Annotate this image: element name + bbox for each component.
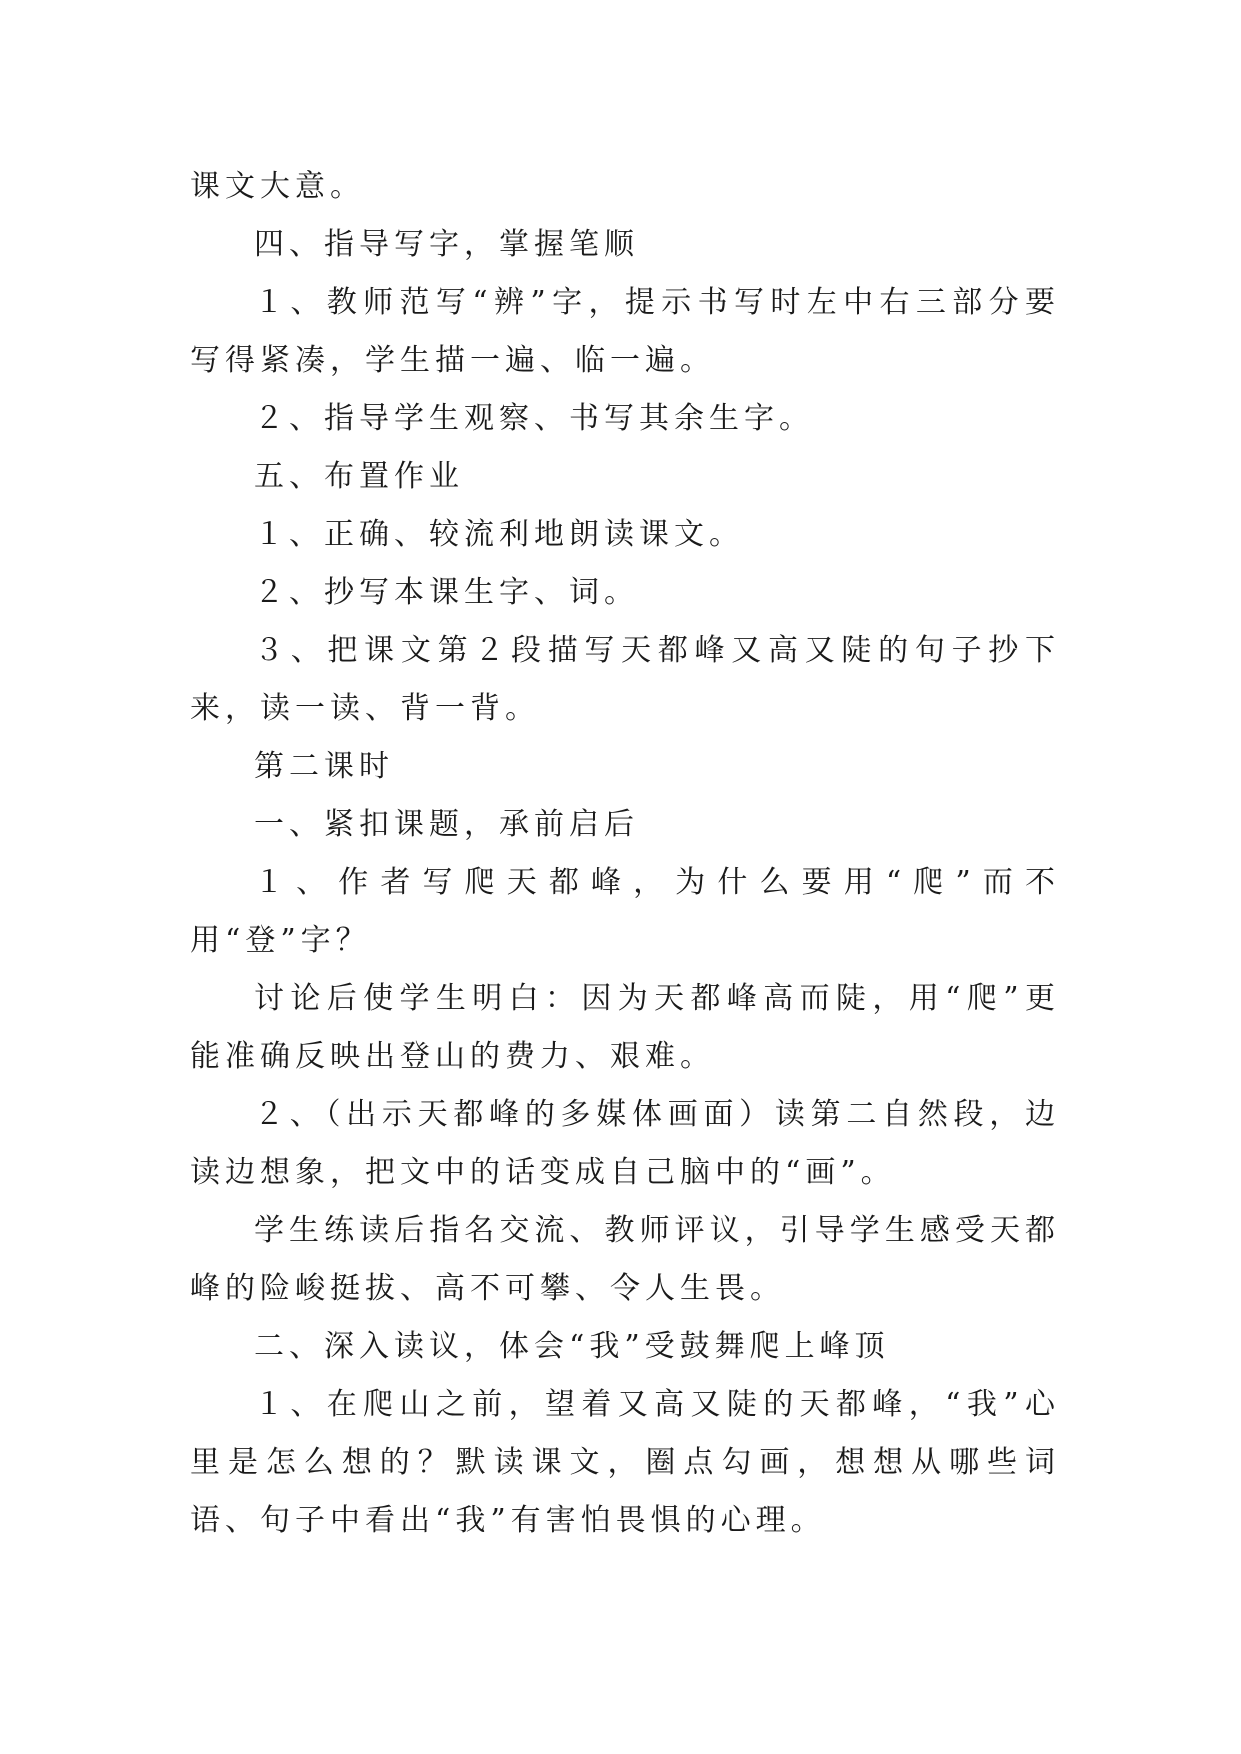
paragraph-item: １、作者写爬天都峰，为什么要用“爬”而不用“登”字？: [190, 865, 1060, 958]
section-heading-5: 五、布置作业: [254, 459, 464, 494]
paragraph-item: ２、指导学生观察、书写其余生字。: [254, 401, 814, 436]
paragraph-body: 讨论后使学生明白：因为天都峰高而陡，用“爬”更能准确反映出登山的费力、艰难。: [190, 981, 1060, 1074]
paragraph-body: 学生练读后指名交流、教师评议，引导学生感受天都峰的险峻挺拔、高不可攀、令人生畏。: [190, 1213, 1060, 1306]
paragraph-item: １、教师范写“辨”字，提示书写时左中右三部分要写得紧凑，学生描一遍、临一遍。: [190, 285, 1060, 378]
section-heading-4: 四、指导写字，掌握笔顺: [254, 227, 639, 262]
paragraph-item: ３、把课文第２段描写天都峰又高又陡的句子抄下来，读一读、背一背。: [190, 633, 1060, 726]
section-heading-2: 二、深入读议，体会“我”受鼓舞爬上峰顶: [254, 1329, 890, 1364]
section-heading-1: 一、紧扣课题，承前启后: [254, 807, 639, 842]
document-page: [190, 158, 1060, 1550]
lesson-heading: 第二课时: [254, 749, 394, 784]
paragraph-item: ２、抄写本课生字、词。: [254, 575, 639, 610]
paragraph-item: １、正确、较流利地朗读课文。: [254, 517, 744, 552]
paragraph-item: １、在爬山之前，望着又高又陡的天都峰，“我”心里是怎么想的？默读课文，圈点勾画，想想从哪些词语、句子中看出“我”有害怕畏惧的心理。: [190, 1387, 1060, 1538]
paragraph-continuation: 课文大意。: [190, 169, 365, 204]
paragraph-item: ２、（出示天都峰的多媒体画面）读第二自然段，边读边想象，把文中的话变成自己脑中的“画”。: [190, 1097, 1060, 1190]
